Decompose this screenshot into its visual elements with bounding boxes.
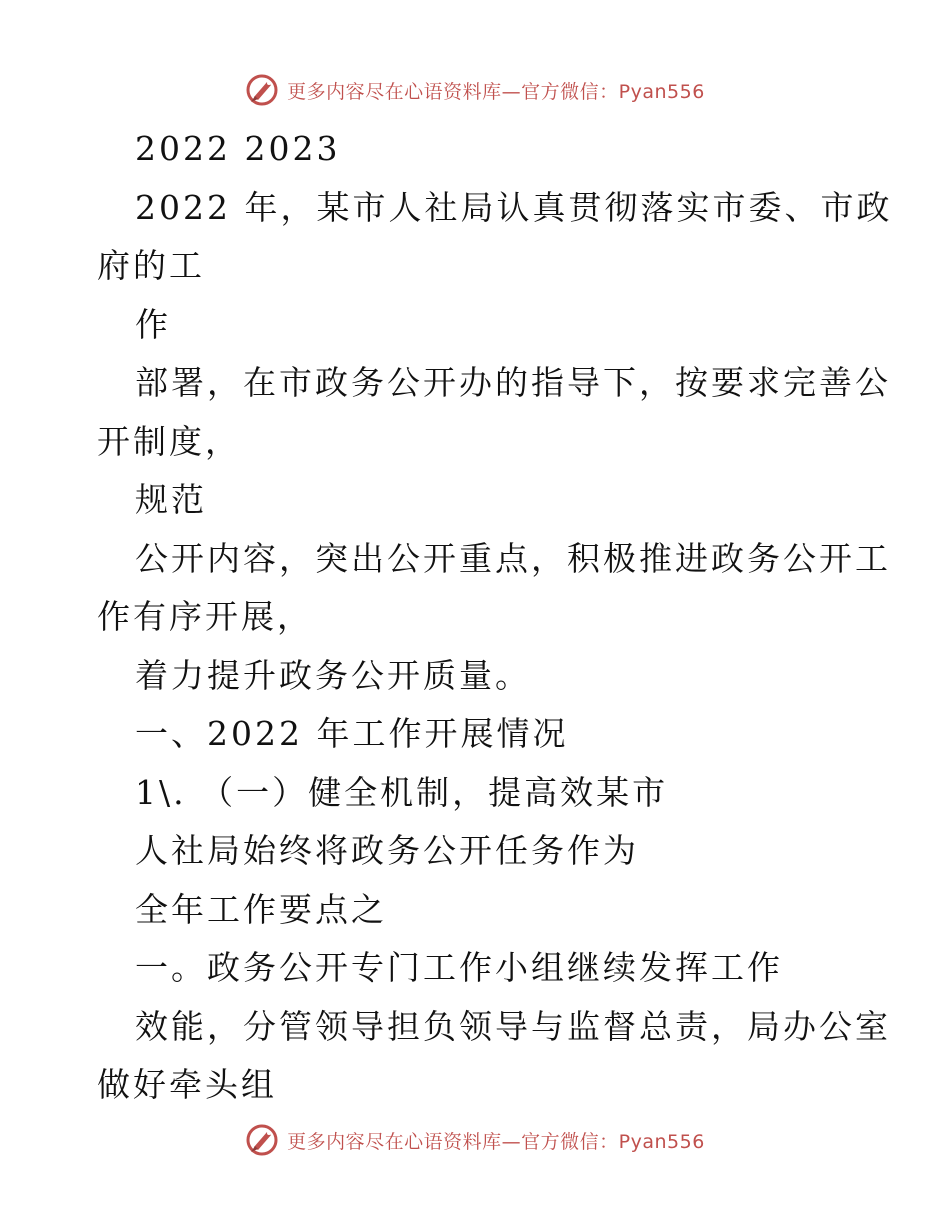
red-circle-pen-logo-icon	[245, 1123, 279, 1157]
doc-line: 1\. （一）健全机制，提高效某市	[135, 772, 669, 812]
doc-line: 着力提升政务公开质量。	[135, 655, 531, 695]
doc-line: 开制度，	[97, 421, 241, 461]
watermark-text-top: 更多内容尽在心语资料库—官方微信：Pyan556	[287, 80, 705, 103]
doc-line: 一、2022 年工作开展情况	[135, 714, 569, 753]
doc-line: 规范	[135, 480, 207, 519]
red-circle-pen-logo-icon	[245, 73, 279, 107]
doc-line: 作	[135, 304, 171, 344]
doc-line: 人社局始终将政务公开任务作为	[135, 831, 639, 870]
doc-line: 全年工作要点之	[135, 889, 387, 929]
document-body	[97, 120, 893, 1115]
doc-line: 一。政务公开专门工作小组继续发挥工作	[135, 948, 783, 987]
doc-line: 做好牵头组	[97, 1065, 277, 1104]
doc-line: 府的工	[97, 246, 205, 285]
doc-line: 公开内容，突出公开重点，积极推进政务公开工	[135, 538, 891, 578]
doc-line: 2022 2023	[135, 129, 341, 168]
doc-line: 效能，分管领导担负领导与监督总责，局办公室	[135, 1006, 891, 1046]
watermark-banner-bottom	[0, 1122, 950, 1158]
doc-line: 2022 年，某市人社局认真贯彻落实市委、市政	[135, 187, 893, 227]
watermark-banner-top	[0, 72, 950, 108]
watermark-text-bottom: 更多内容尽在心语资料库—官方微信：Pyan556	[287, 1130, 705, 1153]
doc-line: 部署，在市政务公开办的指导下，按要求完善公	[135, 363, 891, 402]
doc-line: 作有序开展，	[97, 597, 313, 636]
